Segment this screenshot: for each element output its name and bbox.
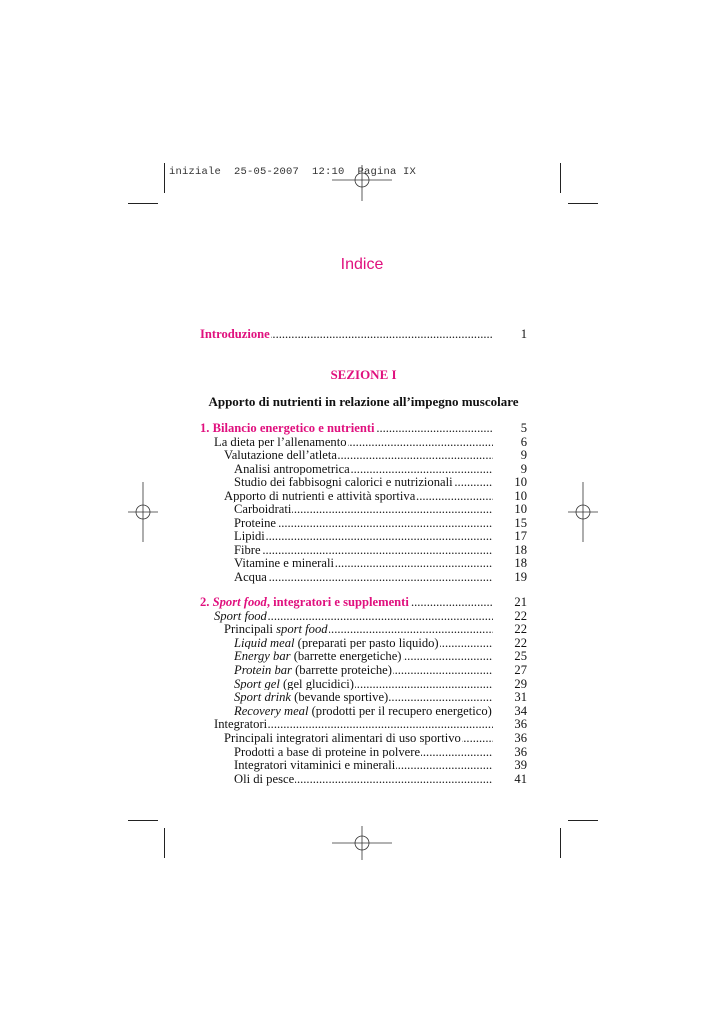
- toc-entry-text: (preparati per pasto liquido): [294, 635, 439, 650]
- toc-entry[interactable]: [200, 475, 527, 489]
- toc-entry[interactable]: [200, 690, 527, 704]
- crop-mark: [568, 820, 598, 821]
- toc-entry-text: Integratori: [214, 717, 268, 732]
- toc-entry-page: 10: [514, 488, 527, 503]
- toc-entry-label: [224, 731, 462, 745]
- toc-entry-label: [234, 758, 396, 772]
- toc-entry-label: [234, 543, 262, 557]
- toc-entry[interactable]: [200, 489, 527, 503]
- toc-entry-text: Carboidrati: [234, 502, 292, 516]
- toc-entry-label: [214, 435, 348, 449]
- registration-mark-bottom: [332, 826, 392, 860]
- toc-entry-label: [234, 475, 454, 489]
- toc-entry[interactable]: [200, 649, 527, 663]
- toc-chapter-1[interactable]: [200, 421, 527, 435]
- toc-entry[interactable]: [200, 636, 527, 650]
- crop-mark: [568, 203, 598, 204]
- toc-entry-label: [234, 570, 268, 584]
- toc-entry-text: Sport drink: [234, 690, 292, 705]
- toc-entry-text: Lipidi: [234, 529, 265, 543]
- toc-entry-text: Oli di pesce: [234, 771, 295, 786]
- chapter-2-page: 21: [514, 595, 527, 609]
- printer-slug: iniziale 25-05-2007 12:10 Pagina IX: [169, 166, 417, 178]
- registration-mark-right: [568, 482, 598, 542]
- toc-entry-page: 9: [520, 461, 527, 476]
- toc-entry-label: [234, 556, 335, 570]
- toc-entry-text: (prodotti per il recupero energetico): [308, 703, 492, 718]
- toc-entry-text: (barrette energetiche): [290, 649, 402, 664]
- toc-entry-page: 10: [514, 502, 527, 516]
- chapter-2-title-rest: , integratori e supplementi: [266, 595, 409, 609]
- toc-entry-page: 29: [514, 676, 527, 691]
- toc-entry-text: Studio dei fabbisogni calorici e nutrizionali: [234, 475, 453, 489]
- toc-entry-page: 15: [514, 515, 527, 530]
- toc-entry[interactable]: [200, 516, 527, 530]
- toc-entry-page: 22: [514, 608, 527, 623]
- toc-entry-page: 39: [514, 758, 527, 773]
- toc-entry-text: Sport gel: [234, 676, 280, 691]
- toc-entry-page: 10: [514, 475, 527, 489]
- toc-entry-label: [234, 649, 403, 663]
- toc-intro-page: 1: [520, 327, 527, 341]
- toc-entry[interactable]: [200, 758, 527, 772]
- toc-entry-label: [234, 745, 421, 759]
- toc-entry[interactable]: [200, 622, 527, 636]
- toc-entry-label: [234, 677, 355, 691]
- toc-entry-label: [234, 690, 389, 704]
- toc-entry-text: Apporto di nutrienti e attività sportiva: [224, 488, 416, 503]
- toc-entry-page: 22: [514, 622, 527, 637]
- toc-entry-page: 18: [514, 542, 527, 557]
- toc-entry-label: [234, 462, 351, 476]
- toc-entry[interactable]: [200, 745, 527, 759]
- toc-entry-text: Prodotti a base di proteine in polvere: [234, 744, 421, 759]
- registration-mark-top: [332, 165, 392, 201]
- chapter-2-number: 2.: [200, 595, 210, 609]
- page-title: Indice: [340, 256, 384, 273]
- chapter-2-title-italic: Sport food: [212, 595, 267, 609]
- toc-entry-page: 27: [514, 662, 527, 677]
- toc-entry-text: Sport food: [214, 608, 267, 623]
- crop-mark: [128, 820, 158, 821]
- toc-entry-text: Energy bar: [234, 649, 291, 664]
- toc-entry[interactable]: [200, 543, 527, 557]
- section-label: SEZIONE I: [330, 367, 397, 382]
- toc-entry-page: 18: [514, 556, 527, 570]
- toc-entry-page: 34: [514, 703, 527, 718]
- toc-entry[interactable]: [200, 529, 527, 543]
- toc-entry[interactable]: [200, 704, 527, 718]
- toc-entry-label: [234, 516, 277, 530]
- toc-entry-text: Protein bar: [234, 662, 292, 677]
- toc-entry-text: (bevande sportive): [291, 690, 389, 705]
- toc-entry-page: 9: [520, 448, 527, 462]
- toc-entry-page: 25: [514, 649, 527, 664]
- toc-entry-label: [224, 622, 329, 636]
- toc-entry-page: 6: [520, 434, 527, 449]
- toc-entry-text: Recovery meal: [234, 703, 309, 718]
- toc-entry-label: [214, 609, 268, 623]
- toc-entry-label: [234, 772, 295, 786]
- chapter-1-number: 1.: [200, 421, 210, 435]
- toc-entry-label: [234, 502, 292, 516]
- toc-entry-text: Proteine: [234, 515, 276, 530]
- toc-entry[interactable]: [200, 663, 527, 677]
- toc-row-introduzione[interactable]: [200, 327, 527, 341]
- toc-entry-text: Integratori vitaminici e minerali: [234, 758, 396, 773]
- toc-entry-text: Vitamine e minerali: [234, 556, 334, 570]
- toc-entry[interactable]: [200, 502, 527, 516]
- toc-entry-text: Fibre: [234, 542, 261, 557]
- toc-entry[interactable]: [200, 677, 527, 691]
- toc-entry-text: Principali integratori alimentari di uso sportivo: [224, 730, 461, 745]
- toc-entry[interactable]: [200, 448, 527, 462]
- toc-entry-text: Principali: [224, 622, 277, 637]
- toc-entry-page: 36: [514, 744, 527, 759]
- toc-entry-text: sport food: [276, 622, 328, 637]
- toc-entry-page: 22: [514, 635, 527, 650]
- toc-chapter-2[interactable]: [200, 595, 527, 609]
- toc-entry-page: 17: [514, 529, 527, 543]
- toc-entry-text: (barrette proteiche): [291, 662, 392, 677]
- toc-entry-text: La dieta per l’allenamento: [214, 434, 347, 449]
- crop-mark: [128, 203, 158, 204]
- toc-entry-label: [234, 704, 493, 718]
- toc-entry-label: [234, 663, 393, 677]
- toc-entry[interactable]: [200, 570, 527, 584]
- toc-entry[interactable]: [200, 609, 527, 623]
- toc-entry-text: Acqua: [234, 569, 267, 584]
- toc-entry[interactable]: [200, 717, 527, 731]
- toc-entry-text: Liquid meal: [234, 635, 295, 650]
- toc-entry-label: [234, 636, 440, 650]
- toc-entry-label: [224, 448, 338, 462]
- toc-entry-page: 41: [514, 771, 527, 786]
- toc-entry-page: 31: [514, 690, 527, 705]
- toc-entry-label: [224, 489, 416, 503]
- crop-mark: [560, 163, 561, 193]
- crop-mark: [560, 828, 561, 858]
- toc-entry-label: [214, 717, 268, 731]
- toc-entry-text: Analisi antropometrica: [234, 461, 350, 476]
- toc-entry-text: Valutazione dell’atleta: [224, 448, 337, 462]
- toc-entry[interactable]: [200, 772, 527, 786]
- toc-entry[interactable]: [200, 462, 527, 476]
- crop-mark: [164, 828, 165, 858]
- toc-intro-label: Introduzione: [200, 327, 270, 341]
- toc-entry-text: (gel glucidici): [279, 676, 354, 691]
- toc-entry[interactable]: [200, 731, 527, 745]
- toc-entry-page: 19: [514, 569, 527, 584]
- crop-mark: [164, 163, 165, 193]
- toc-entry[interactable]: [200, 435, 527, 449]
- toc-entry-page: 36: [514, 717, 527, 732]
- registration-mark-left: [128, 482, 158, 542]
- section-title: Apporto di nutrienti in relazione all’impegno muscolare: [208, 394, 519, 409]
- chapter-1-title: Bilancio energetico e nutrienti: [212, 421, 375, 435]
- toc-entry-label: [234, 529, 266, 543]
- chapter-1-page: 5: [520, 421, 527, 435]
- toc-entry-page: 36: [514, 730, 527, 745]
- toc-entry[interactable]: [200, 556, 527, 570]
